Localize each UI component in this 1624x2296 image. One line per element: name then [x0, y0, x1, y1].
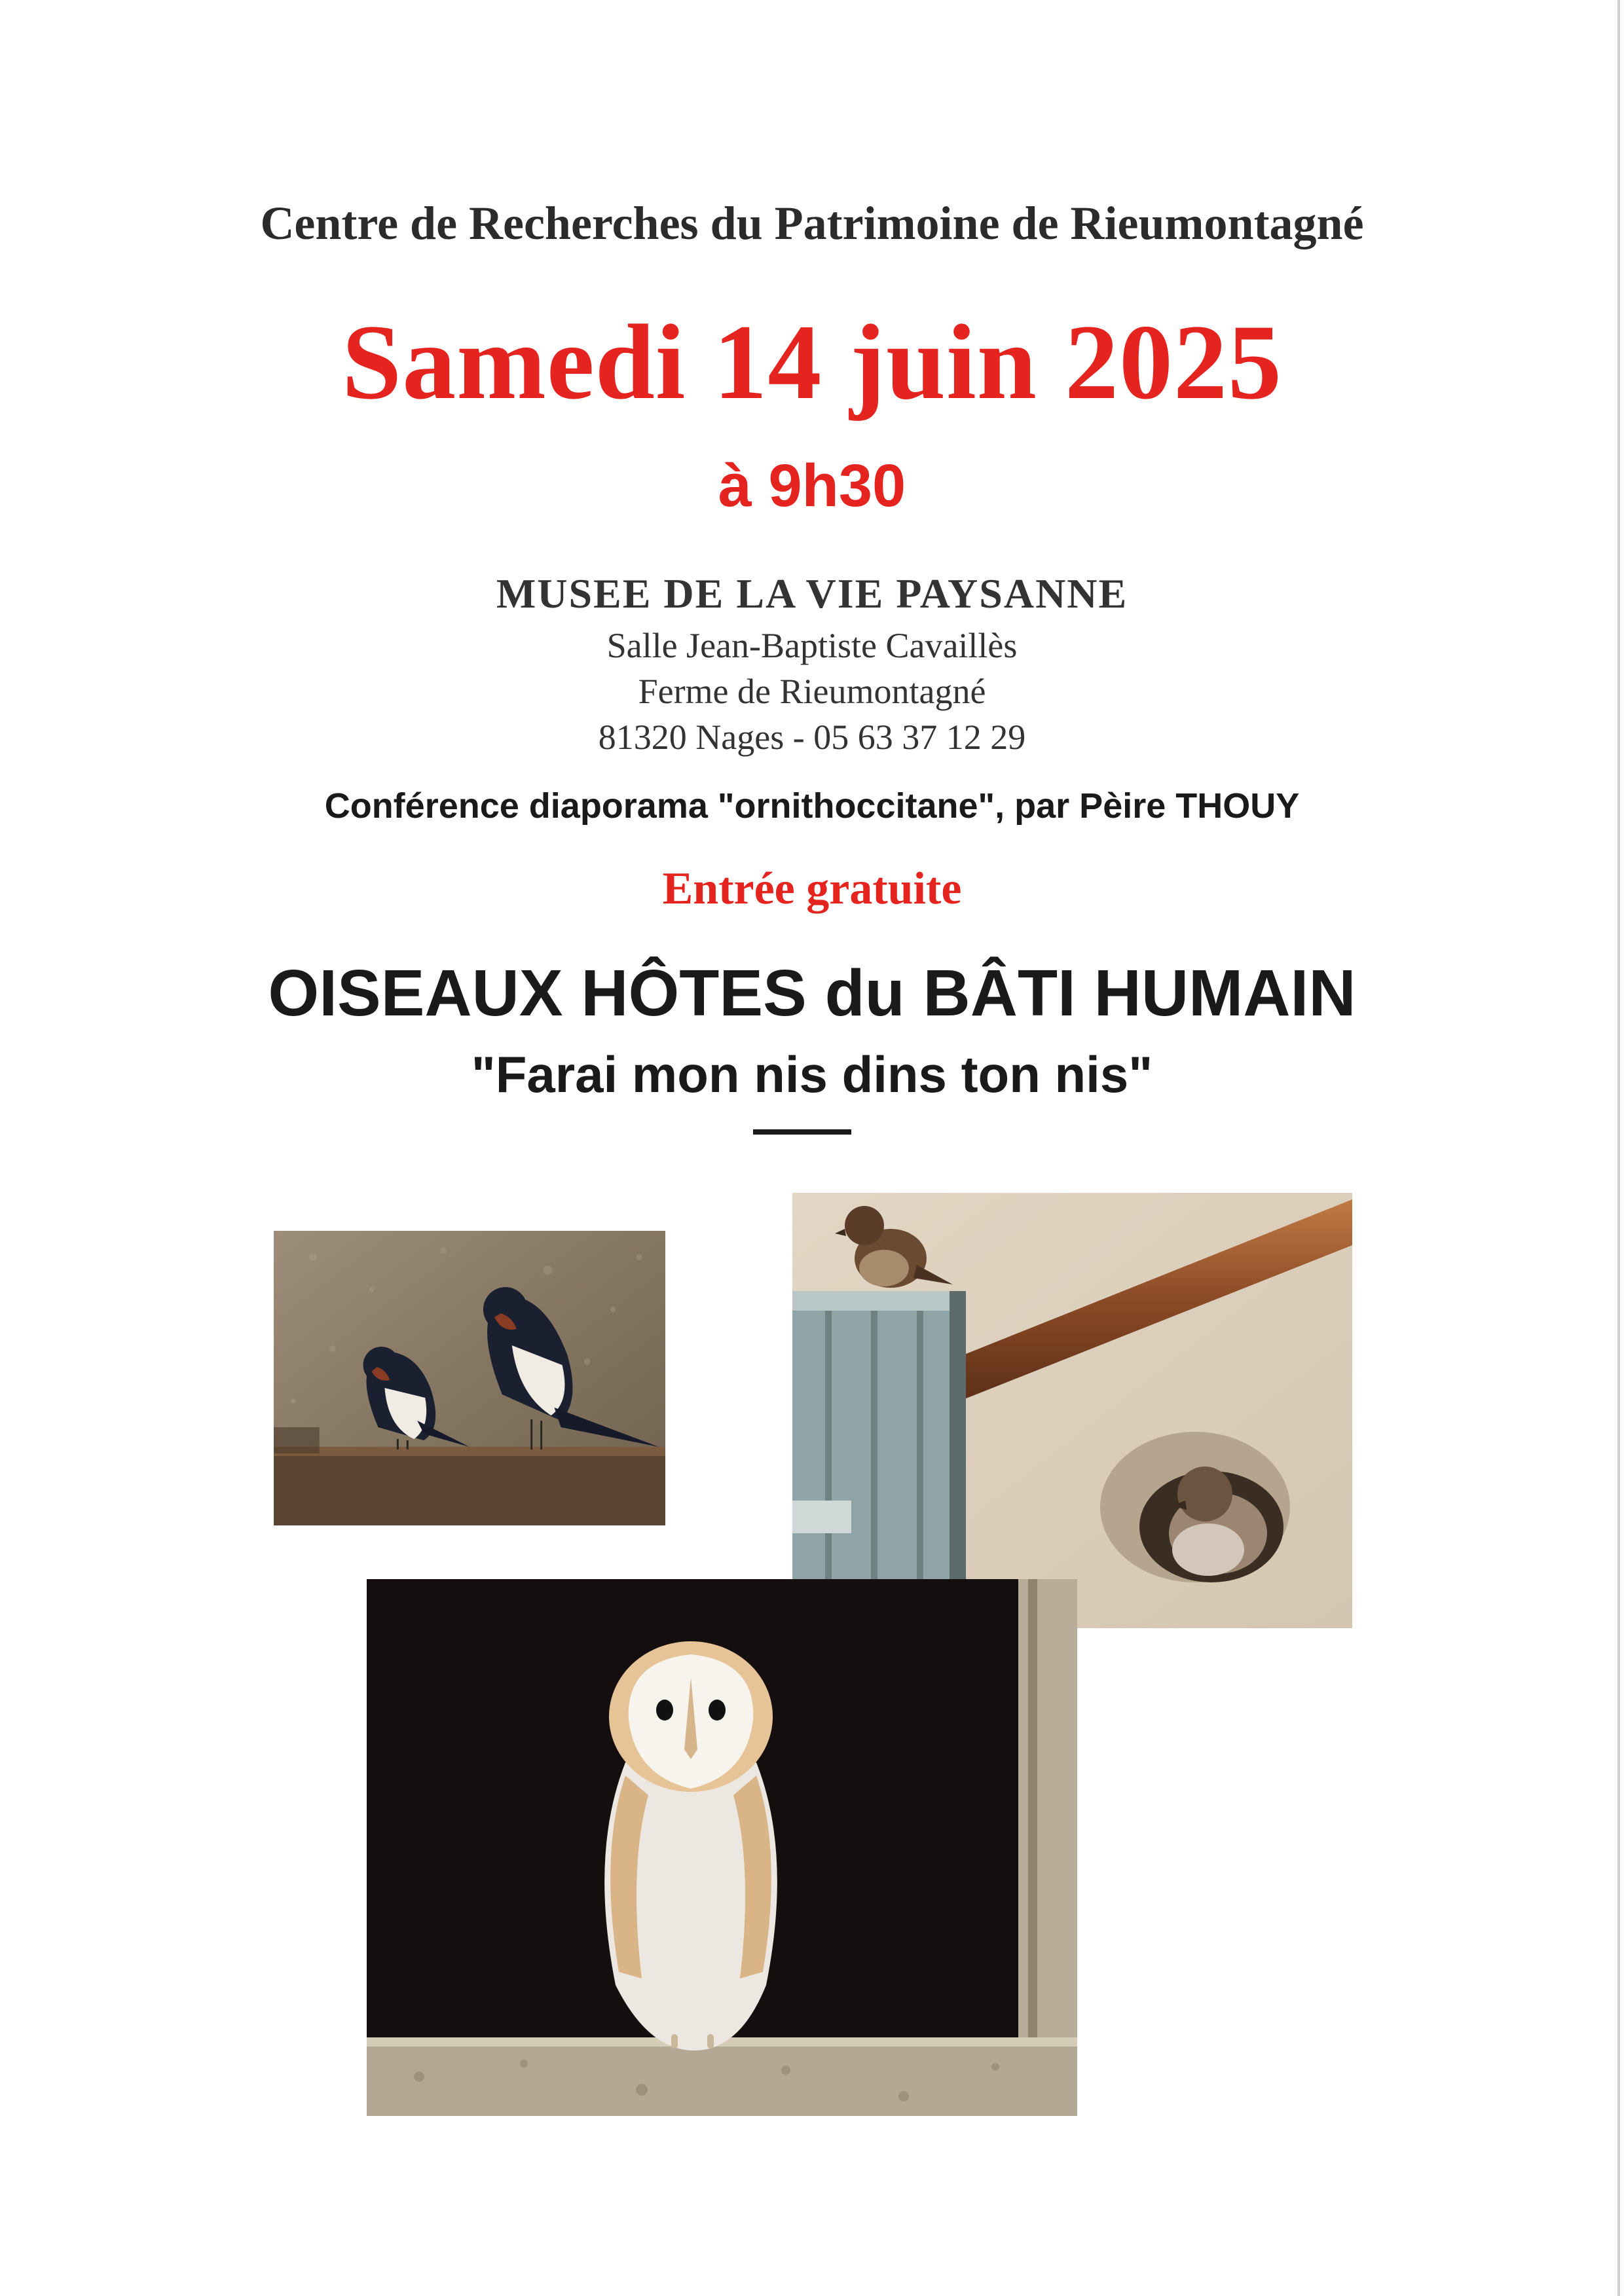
divider-rule — [753, 1129, 851, 1135]
venue-name: MUSEE DE LA VIE PAYSANNE — [496, 570, 1128, 617]
sparrows-photo — [792, 1193, 1352, 1628]
event-time: à 9h30 — [718, 452, 906, 519]
subtitle: "Farai mon nis dins ton nis" — [471, 1046, 1153, 1103]
venue-room: Salle Jean-Baptiste Cavaillès — [606, 626, 1018, 665]
event-date: Samedi 14 juin 2025 — [342, 303, 1282, 422]
venue-place: Ferme de Rieumontagné — [638, 672, 986, 711]
barn-owl-photo — [367, 1579, 1077, 2116]
conference-description: Conférence diaporama "ornithoccitane", par Pèire THOUY — [324, 786, 1300, 826]
entry-info: Entrée gratuite — [662, 864, 962, 914]
organizer-name: Centre de Recherches du Patrimoine de Rieumontagné — [260, 197, 1364, 249]
headline: OISEAUX HÔTES du BÂTI HUMAIN — [268, 957, 1356, 1030]
swallows-photo — [274, 1231, 665, 1525]
venue-address-phone: 81320 Nages - 05 63 37 12 29 — [598, 718, 1026, 757]
